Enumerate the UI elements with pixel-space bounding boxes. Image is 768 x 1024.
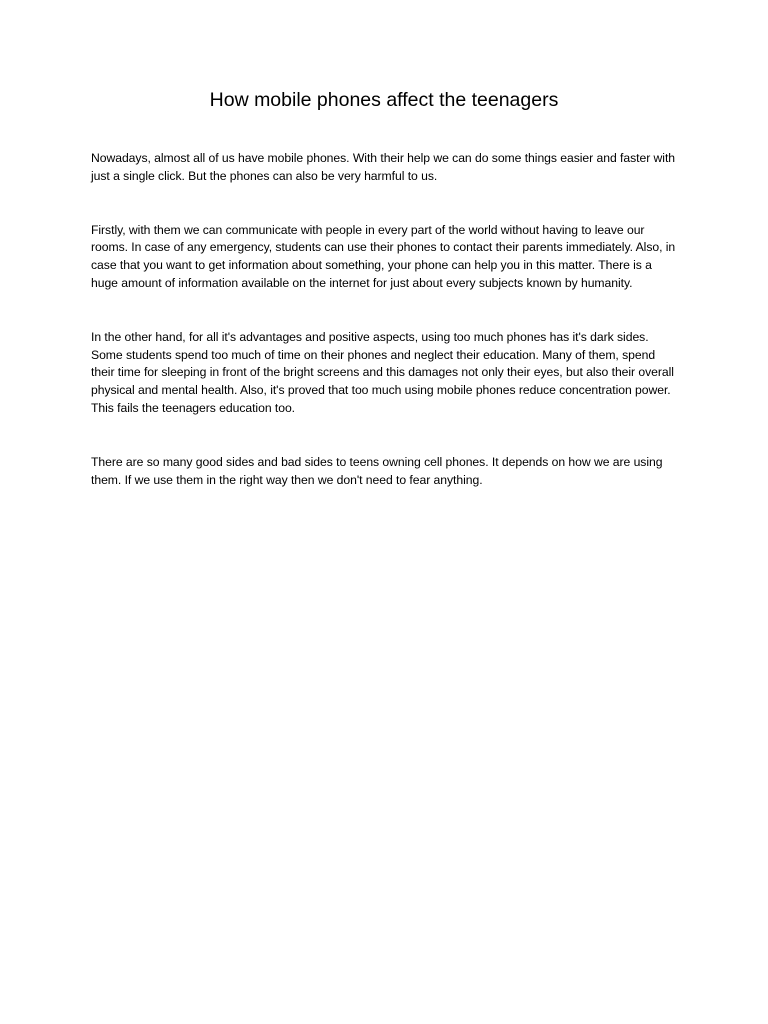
paragraph-conclusion: There are so many good sides and bad sides to teens owning cell phones. It depends on how we are using them. If we use them in the right way then we don't need to fear anything. bbox=[91, 454, 663, 487]
paragraph-disadvantages: In the other hand, for all it's advantages and positive aspects, using too much phones has it's dark sides. Some students spend too much of time on their phones and neglect their education. Many of them, spend their time for sleeping in front of the bright screens and this damages not only their eyes, but also their overall physical and mental health. Also, it's proved that too much using mobile phones reduce concentration power. This fails the teenagers education too. bbox=[91, 329, 674, 415]
paragraph-intro: Nowadays, almost all of us have mobile phones. With their help we can do some things easier and faster with just a single click. But the phones can also be very harmful to us. bbox=[91, 151, 676, 183]
paragraph-advantages: Firstly, with them we can communicate with people in every part of the world without having to leave our rooms. In case of any emergency, students can use their phones to contact their parents immediately. Also, in case that you want to get information about something, your phone can help you in this matter. There is a huge amount of information available on the internet for just about every subjects known by humanity. bbox=[91, 222, 676, 290]
document-title: How mobile phones affect the teenagers bbox=[209, 89, 559, 111]
document-body bbox=[91, 150, 681, 489]
